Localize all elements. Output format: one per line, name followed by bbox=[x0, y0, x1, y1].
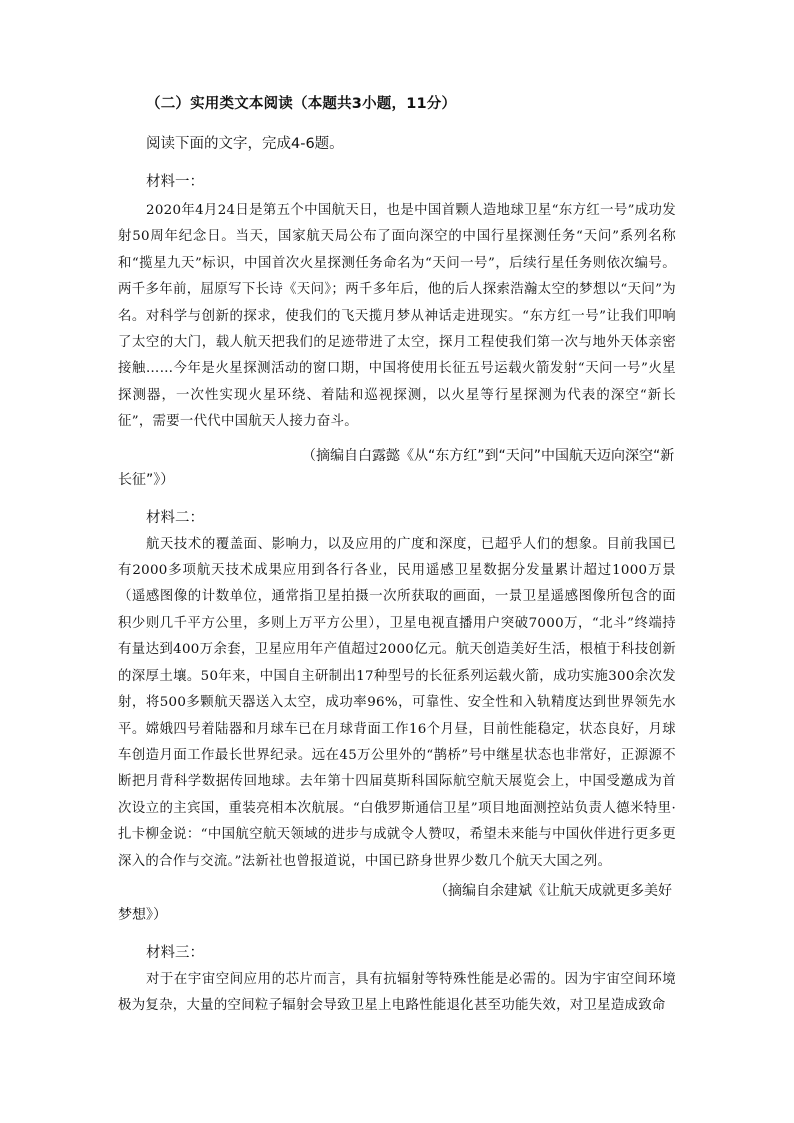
section-title: （二）实用类文本阅读（本题共3小题，11分） bbox=[146, 96, 457, 112]
material-3-text: 对于在宇宙空间应用的芯片而言，具有抗辐射等特殊性能是必需的。因为宇宙空间环境极为复杂，大量的空间粒子辐射会导致卫星上电路性能退化甚至功能失效，对卫星造成致命 bbox=[118, 971, 676, 1014]
material-1-text: 2020年4月24日是第五个中国航天日，也是中国首颗人造地球卫星“东方红一号”成功发射50周年纪念日。当天，国家航天局公布了面向深空的中国行星探测任务“天问”系列名称和“揽星九天”标识，中国首次火星探测任务命名为“天问一号”，后续行星任务则依次编号。两千多年前，屈原写下长诗《天问》；两千多年后，他的后人探索浩瀚太空的梦想以“天问”为名。对科学与创新的探求，使我们的飞天揽月梦从神话走进现实。“东方红一号”让我们叩响了太空的大门，载人航天把我们的足迹带进了太空，探月工程使我们第一次与地外天体亲密接触……今年是火星探测活动的窗口期，中国将使用长征五号运载火箭发射“天问一号”火星探测器，一次性实现火星环绕、着陆和巡视探测，以火星等行星探测为代表的深空“新长征”，需要一代代中国航天人接力奋斗。 bbox=[118, 203, 676, 430]
material-1-source: （摘编自白露懿《从“东方红”到“天问”中国航天迈向深空“新长征”》） bbox=[118, 447, 675, 488]
material-2-label: 材料二： bbox=[146, 509, 204, 526]
reading-instruction: 阅读下面的文字，完成4-6题。 bbox=[146, 136, 344, 152]
material-2-text: 航天技术的覆盖面、影响力，以及应用的广度和深度，已超乎人们的想象。目前我国已有2000多项航天技术成果应用到各行各业，民用遥感卫星数据分发量累计超过1000万景（遥感图像的计数单位，通常指卫星拍摄一次所获取的画面，一景卫星遥感图像所包含的面积少则几千平方公里，多则上万平方公里），卫星电视直播用户突破7000万，“北斗”终端持有量达到400万余套，卫星应用年产值超过2000亿元。航天创造美好生活，根植于科技创新的深厚土壤。50年来，中国自主研制出17种型号的长征系列运载火箭，成功实施300余次发射，将500多颗航天器送入太空，成功率96%，可靠性、安全性和入轨精度达到世界领先水平。嫦娥四号着陆器和月球车已在月球背面工作16个月昼，目前性能稳定，状态良好，月球车创造月面工作最长世界纪录。远在45万公里外的“鹊桥”号中继星状态也非常好，正源源不断把月背科学数据传回地球。去年第十四届莫斯科国际航空航天展览会上，中国受邀成为首次设立的主宾国，重装亮相本次航展。“白俄罗斯通信卫星”项目地面测控站负责人德米特里·扎卡柳金说：“中国航空航天领域的进步与成就令人赞叹，希望未来能与中国伙伴进行更多更深入的合作与交流。”法新社也曾报道说，中国已跻身世界少数几个航天大国之列。 bbox=[118, 536, 676, 869]
material-3-label: 材料三： bbox=[146, 944, 204, 961]
material-2-source: （摘编自余建斌《让航天成就更多美好梦想》） bbox=[118, 882, 672, 923]
material-1-label: 材料一： bbox=[146, 174, 204, 190]
